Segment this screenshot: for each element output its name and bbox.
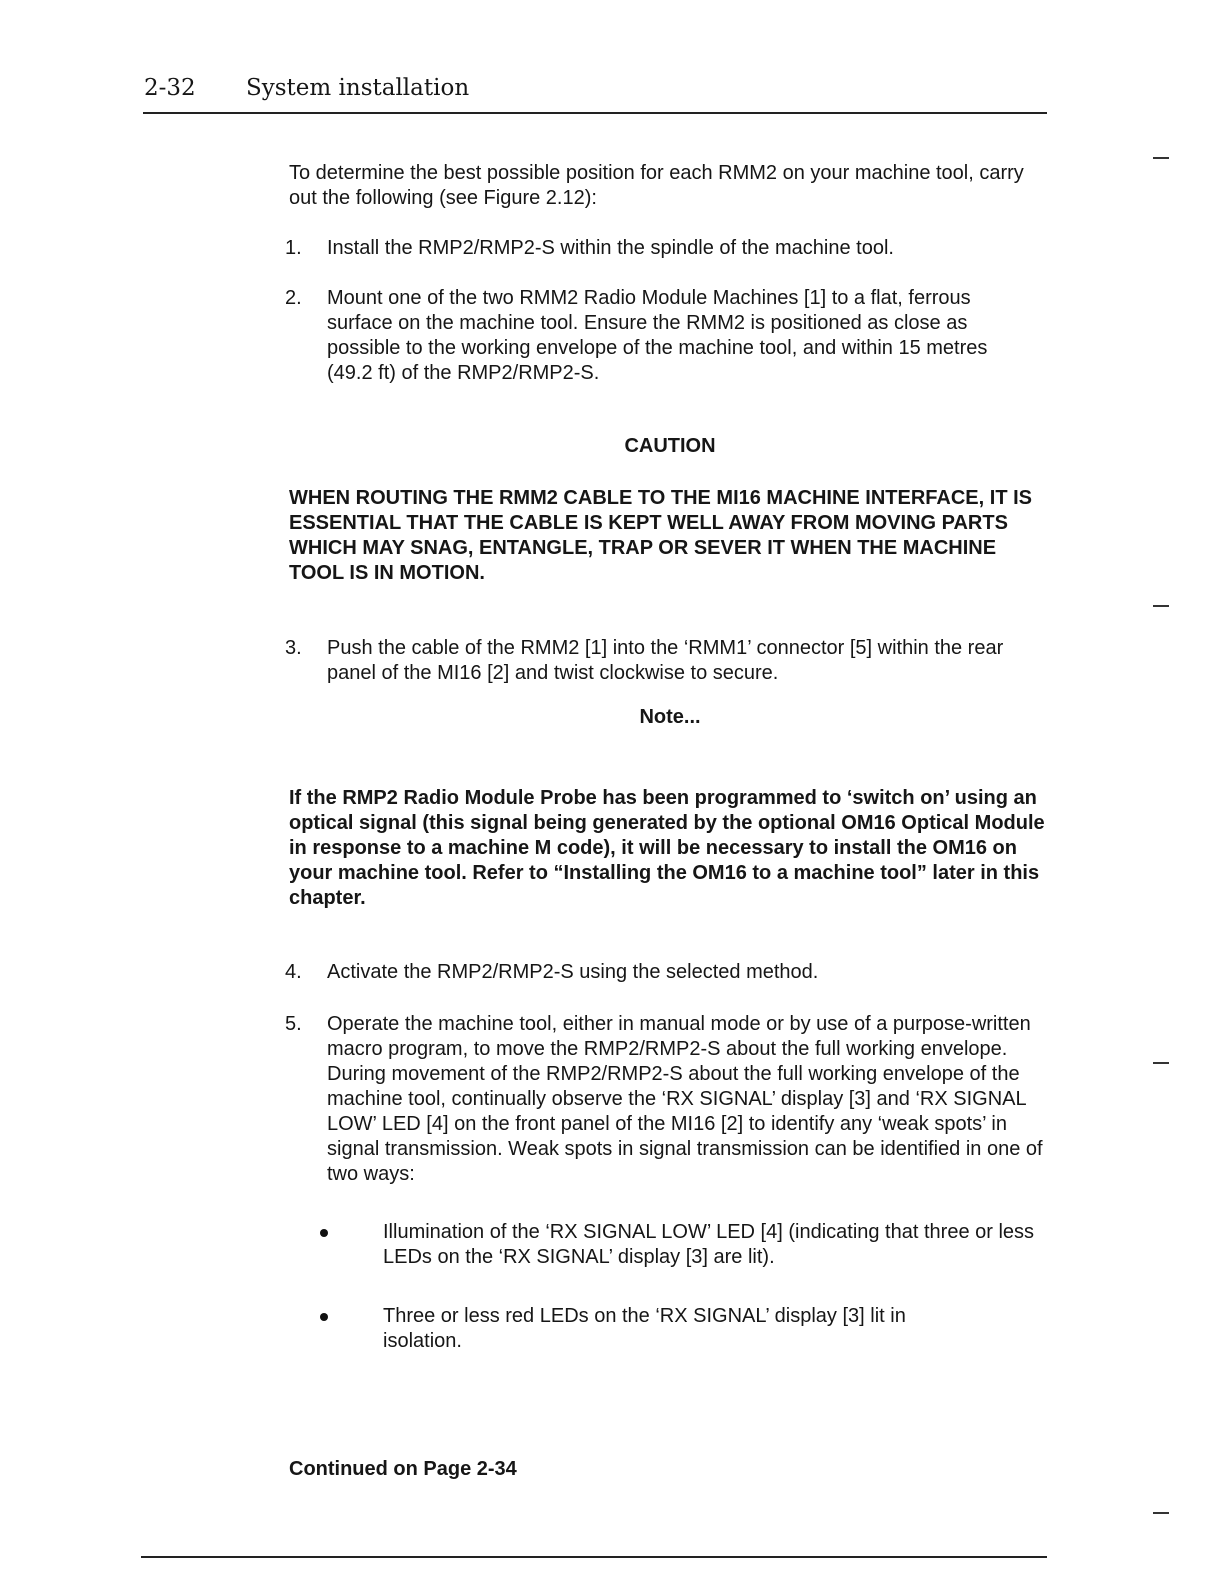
note-body: If the RMP2 Radio Module Probe has been programmed to ‘switch on’ using an optical signal (this signal being generated by the optional OM16 Optical Module in response to a machine M code), it will be necessary to install the OM16 on your machine tool. Refer to “Installing the OM16 to a machine tool” later in this chapter. <box>289 787 1045 909</box>
step-4 <box>285 960 1055 985</box>
section-title: System installation <box>246 75 470 101</box>
footer-rule <box>141 1556 1047 1558</box>
step-text: Push the cable of the RMM2 [1] into the ‘RMM1’ connector [5] within the rear panel of the MI16 [2] and twist clockwise to secure. <box>327 637 1004 684</box>
step-number: 3. <box>285 637 302 659</box>
margin-mark <box>1153 157 1169 159</box>
note-title: Note... <box>639 706 701 728</box>
step-3 <box>285 636 1055 686</box>
intro-paragraph: To determine the best possible position for each RMM2 on your machine tool, carry out the following (see Figure 2.12): <box>289 162 1024 209</box>
margin-mark <box>1153 1062 1169 1064</box>
margin-mark <box>1153 605 1169 607</box>
step-number: 4. <box>285 961 302 983</box>
continued-note: Continued on Page 2-34 <box>289 1458 517 1480</box>
bullet-icon <box>320 1229 328 1237</box>
step-text: Mount one of the two RMM2 Radio Module Machines [1] to a flat, ferrous surface on the machine tool. Ensure the RMM2 is positioned as close as possible to the working envelope of the machine tool, and within 15 metres (49.2 ft) of the RMP2/RMP2-S. <box>327 287 988 384</box>
step-1 <box>285 236 1055 261</box>
caution-body: WHEN ROUTING THE RMM2 CABLE TO THE MI16 MACHINE INTERFACE, IT IS ESSENTIAL THAT THE CABLE IS KEPT WELL AWAY FROM MOVING PARTS WHICH MAY SNAG, ENTANGLE, TRAP OR SEVER IT WHEN THE MACHINE TOOL IS IN MOTION. <box>289 487 1032 584</box>
bullet-text: Three or less red LEDs on the ‘RX SIGNAL’ display [3] lit in isolation. <box>383 1305 906 1352</box>
step-number: 1. <box>285 237 302 259</box>
step-number: 2. <box>285 287 302 309</box>
margin-mark <box>1153 1512 1169 1514</box>
bullet-text: Illumination of the ‘RX SIGNAL LOW’ LED [4] (indicating that three or less LEDs on the ‘RX SIGNAL’ display [3] are lit). <box>383 1221 1035 1268</box>
step-text: Activate the RMP2/RMP2-S using the selected method. <box>327 961 819 983</box>
step-text: Operate the machine tool, either in manual mode or by use of a purpose-written macro program, to move the RMP2/RMP2-S about the full working envelope. During movement of the RMP2/RMP2-S about the full working envelope of the machine tool, continually observe the ‘RX SIGNAL’ display [3] and ‘RX SIGNAL LOW’ LED [4] on the front panel of the MI16 [2] to identify any ‘weak spots’ in signal transmission. Weak spots in signal transmission can be identified in one of two ways: <box>327 1013 1043 1185</box>
step-number: 5. <box>285 1013 302 1035</box>
step-5 <box>285 1012 1055 1187</box>
bullet-item <box>320 1220 1040 1270</box>
bullet-item <box>320 1304 1040 1354</box>
page-number: 2-32 <box>144 75 196 101</box>
bullet-icon <box>320 1313 328 1321</box>
step-text: Install the RMP2/RMP2-S within the spindle of the machine tool. <box>327 237 894 259</box>
step-2 <box>285 286 1045 386</box>
caution-title: CAUTION <box>624 435 716 457</box>
